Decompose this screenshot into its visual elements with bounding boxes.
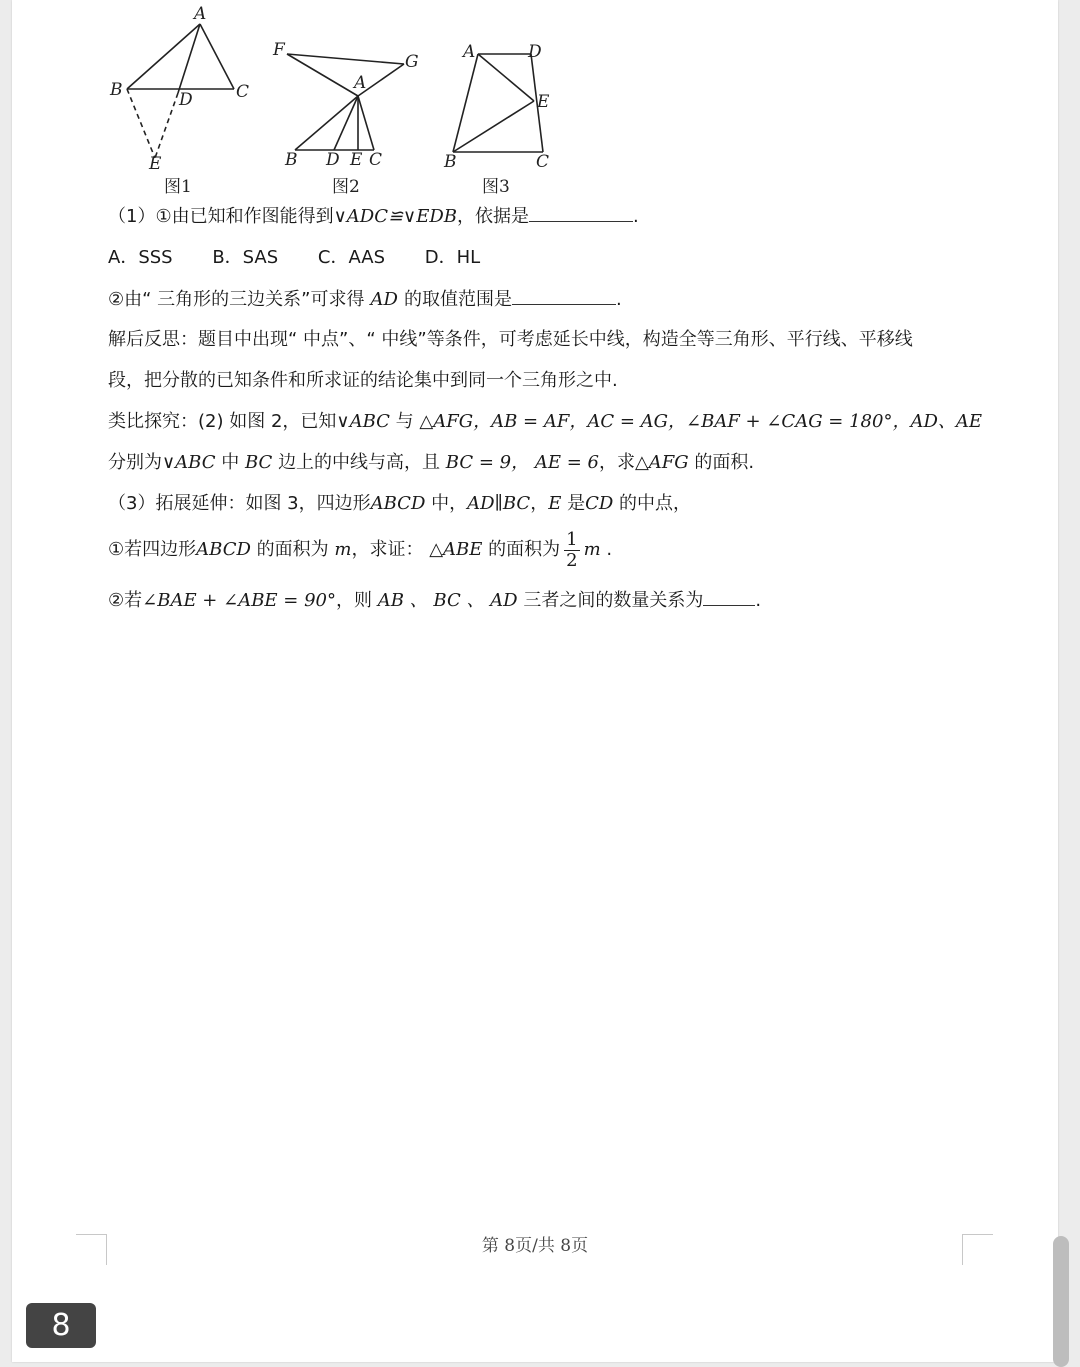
q2-line2-math1: ∨ABC: [162, 452, 216, 473]
figures-svg: [12, 0, 1058, 200]
fig3-line-ab: [453, 54, 478, 152]
reflection-line2: 段，把分散的已知条件和所求证的结论集中到同一个三角形之中.: [108, 370, 618, 391]
q3-line3-math2: AB 、 BC 、 AD: [377, 590, 518, 611]
q3-line2-prefix: ①若四边形: [108, 539, 197, 560]
q3-line1-math1: ABCD: [370, 493, 426, 514]
fig2-point-c: C: [369, 150, 383, 170]
q3-line2-mid1: 的面积为: [256, 539, 329, 560]
fig1-line-de: [155, 93, 178, 158]
q3-line1: [108, 491, 691, 517]
q3-line3-prefix: ②若: [108, 590, 143, 611]
fraction-numerator: 1: [566, 528, 578, 550]
fraction-one-half: [564, 530, 579, 571]
q1-options: [108, 245, 514, 271]
q2-line2-prefix: 分别为: [108, 452, 162, 473]
fig2-line-fa: [287, 54, 358, 96]
fig1-point-c: C: [236, 82, 250, 102]
fig3-point-d: D: [528, 42, 542, 62]
fig2-line-ad: [334, 96, 358, 150]
q1-part1-line: （1）①由已知和作图能得到∨ADC≌∨EDB，依据是 .: [108, 203, 639, 230]
q2-line1-math1: ∨ABC: [336, 411, 390, 432]
q2-line2-math4: △AFG: [634, 452, 689, 473]
page-number-indicator[interactable]: 8: [26, 1303, 96, 1348]
q2-line1: [108, 409, 982, 435]
option-c: C．AAS: [317, 247, 386, 268]
q3-line1-mid1: 中，: [431, 493, 468, 514]
fig3-point-b: B: [444, 152, 457, 172]
fig2-caption: 图2: [332, 177, 360, 197]
q3-line3-suffix: 三者之间的数量关系为: [523, 590, 704, 611]
fig2-point-g: G: [405, 52, 419, 72]
fig3-line-ae: [478, 54, 534, 101]
fig1-point-a: A: [194, 4, 207, 24]
fig3-caption: 图3: [482, 177, 510, 197]
document-page: [12, 0, 1058, 1362]
q3-line1-prefix: （3）拓展延伸：如图 3，四边形: [108, 493, 371, 514]
fig2-point-d: D: [326, 150, 340, 170]
fig2-line-ab: [295, 96, 358, 150]
q3-line3: ②若∠BAE + ∠ABE = 90°，则 AB 、 BC 、 AD 三者之间的数量关系为 .: [108, 587, 761, 614]
fig1-line-ac: [200, 24, 234, 89]
q3-line1-math4: CD: [585, 493, 614, 514]
q1-part2-prefix: ②由“ 三角形的三边关系”可求得: [108, 289, 365, 310]
fig3-point-a: A: [463, 42, 476, 62]
q2-line2-math3: BC = 9， AE = 6: [445, 452, 599, 473]
q3-line3-math1: ∠BAE + ∠ABE = 90°: [142, 590, 336, 611]
fig2-line-fg: [287, 54, 404, 64]
fig2-line-ac: [358, 96, 374, 150]
q2-line2: [108, 450, 754, 476]
q2-line2-mid1: 中: [221, 452, 240, 473]
q2-line2-suffix: 的面积.: [694, 452, 755, 473]
q3-line1-mid2: ，: [530, 493, 549, 514]
q3-line2-math3: △ABE: [429, 539, 483, 560]
fig1-point-b: B: [110, 80, 123, 100]
fig1-point-e: E: [149, 154, 162, 174]
fig1-point-d: D: [179, 90, 193, 110]
fig2-point-f: F: [273, 40, 285, 60]
q3-line3-blank: [703, 587, 755, 606]
q2-line2-math2: BC: [244, 452, 273, 473]
fig1-line-be: [127, 89, 155, 158]
q1-part2-blank: [512, 286, 616, 305]
q1-part1-prefix: （1）①由已知和作图能得到: [108, 206, 334, 227]
q2-line2-mid2: 边上的中线与高，且: [278, 452, 441, 473]
fig2-point-e: E: [350, 150, 363, 170]
q3-line2-mid2: ，求证：: [351, 539, 424, 560]
q3-line2-math4: m: [583, 539, 601, 560]
q1-part2-math: AD: [370, 289, 398, 310]
q1-part1-suffix: ，依据是: [457, 206, 530, 227]
q3-line2-suffix: .: [606, 539, 613, 560]
option-a: A．SSS: [108, 247, 173, 268]
fig2-point-a: A: [354, 73, 367, 93]
q3-line2-math2: m: [334, 539, 352, 560]
q3-line1-mid3: 是: [567, 493, 586, 514]
q3-line2: [108, 528, 612, 572]
q2-line1-prefix: 类比探究：(2) 如图 2，已知: [108, 411, 337, 432]
q2-line1-mid: 与: [395, 411, 414, 432]
q3-line1-suffix: 的中点，: [619, 493, 692, 514]
fig2-point-b: B: [285, 150, 298, 170]
option-d: D．HL: [424, 247, 481, 268]
fraction-denominator: 2: [566, 549, 578, 571]
q3-line1-math3: E: [548, 493, 562, 514]
page-footer: 第 8页/共 8页: [481, 1236, 589, 1256]
q3-line2-mid3: 的面积为: [488, 539, 561, 560]
scrollbar-thumb[interactable]: [1053, 1236, 1069, 1367]
q1-part1-math: ∨ADC≌∨EDB: [333, 206, 458, 227]
q1-part1-blank: [529, 203, 633, 222]
q2-line2-mid3: ，求: [598, 452, 635, 473]
reflection-line1: 解后反思：题目中出现“ 中点”、“ 中线”等条件，可考虑延长中线，构造全等三角形、平行线、平移线: [108, 329, 913, 350]
q2-line1-math2: △AFG，AB = AF，AC = AG，∠BAF + ∠CAG = 180°，AD、AE: [419, 411, 983, 432]
q3-line1-math2: AD∥BC: [467, 493, 531, 514]
q1-part2-line: ②由“ 三角形的三边关系”可求得 AD 的取值范围是 .: [108, 286, 622, 313]
fig1-caption: 图1: [164, 177, 192, 197]
fig3-line-be: [453, 101, 534, 152]
q3-line3-mid1: ，则: [336, 590, 372, 611]
fig3-point-e: E: [537, 92, 550, 112]
fig3-point-c: C: [536, 152, 550, 172]
option-b: B．SAS: [212, 247, 279, 268]
q3-line2-math1: ABCD: [196, 539, 251, 560]
q1-part2-suffix: 的取值范围是: [403, 289, 512, 310]
